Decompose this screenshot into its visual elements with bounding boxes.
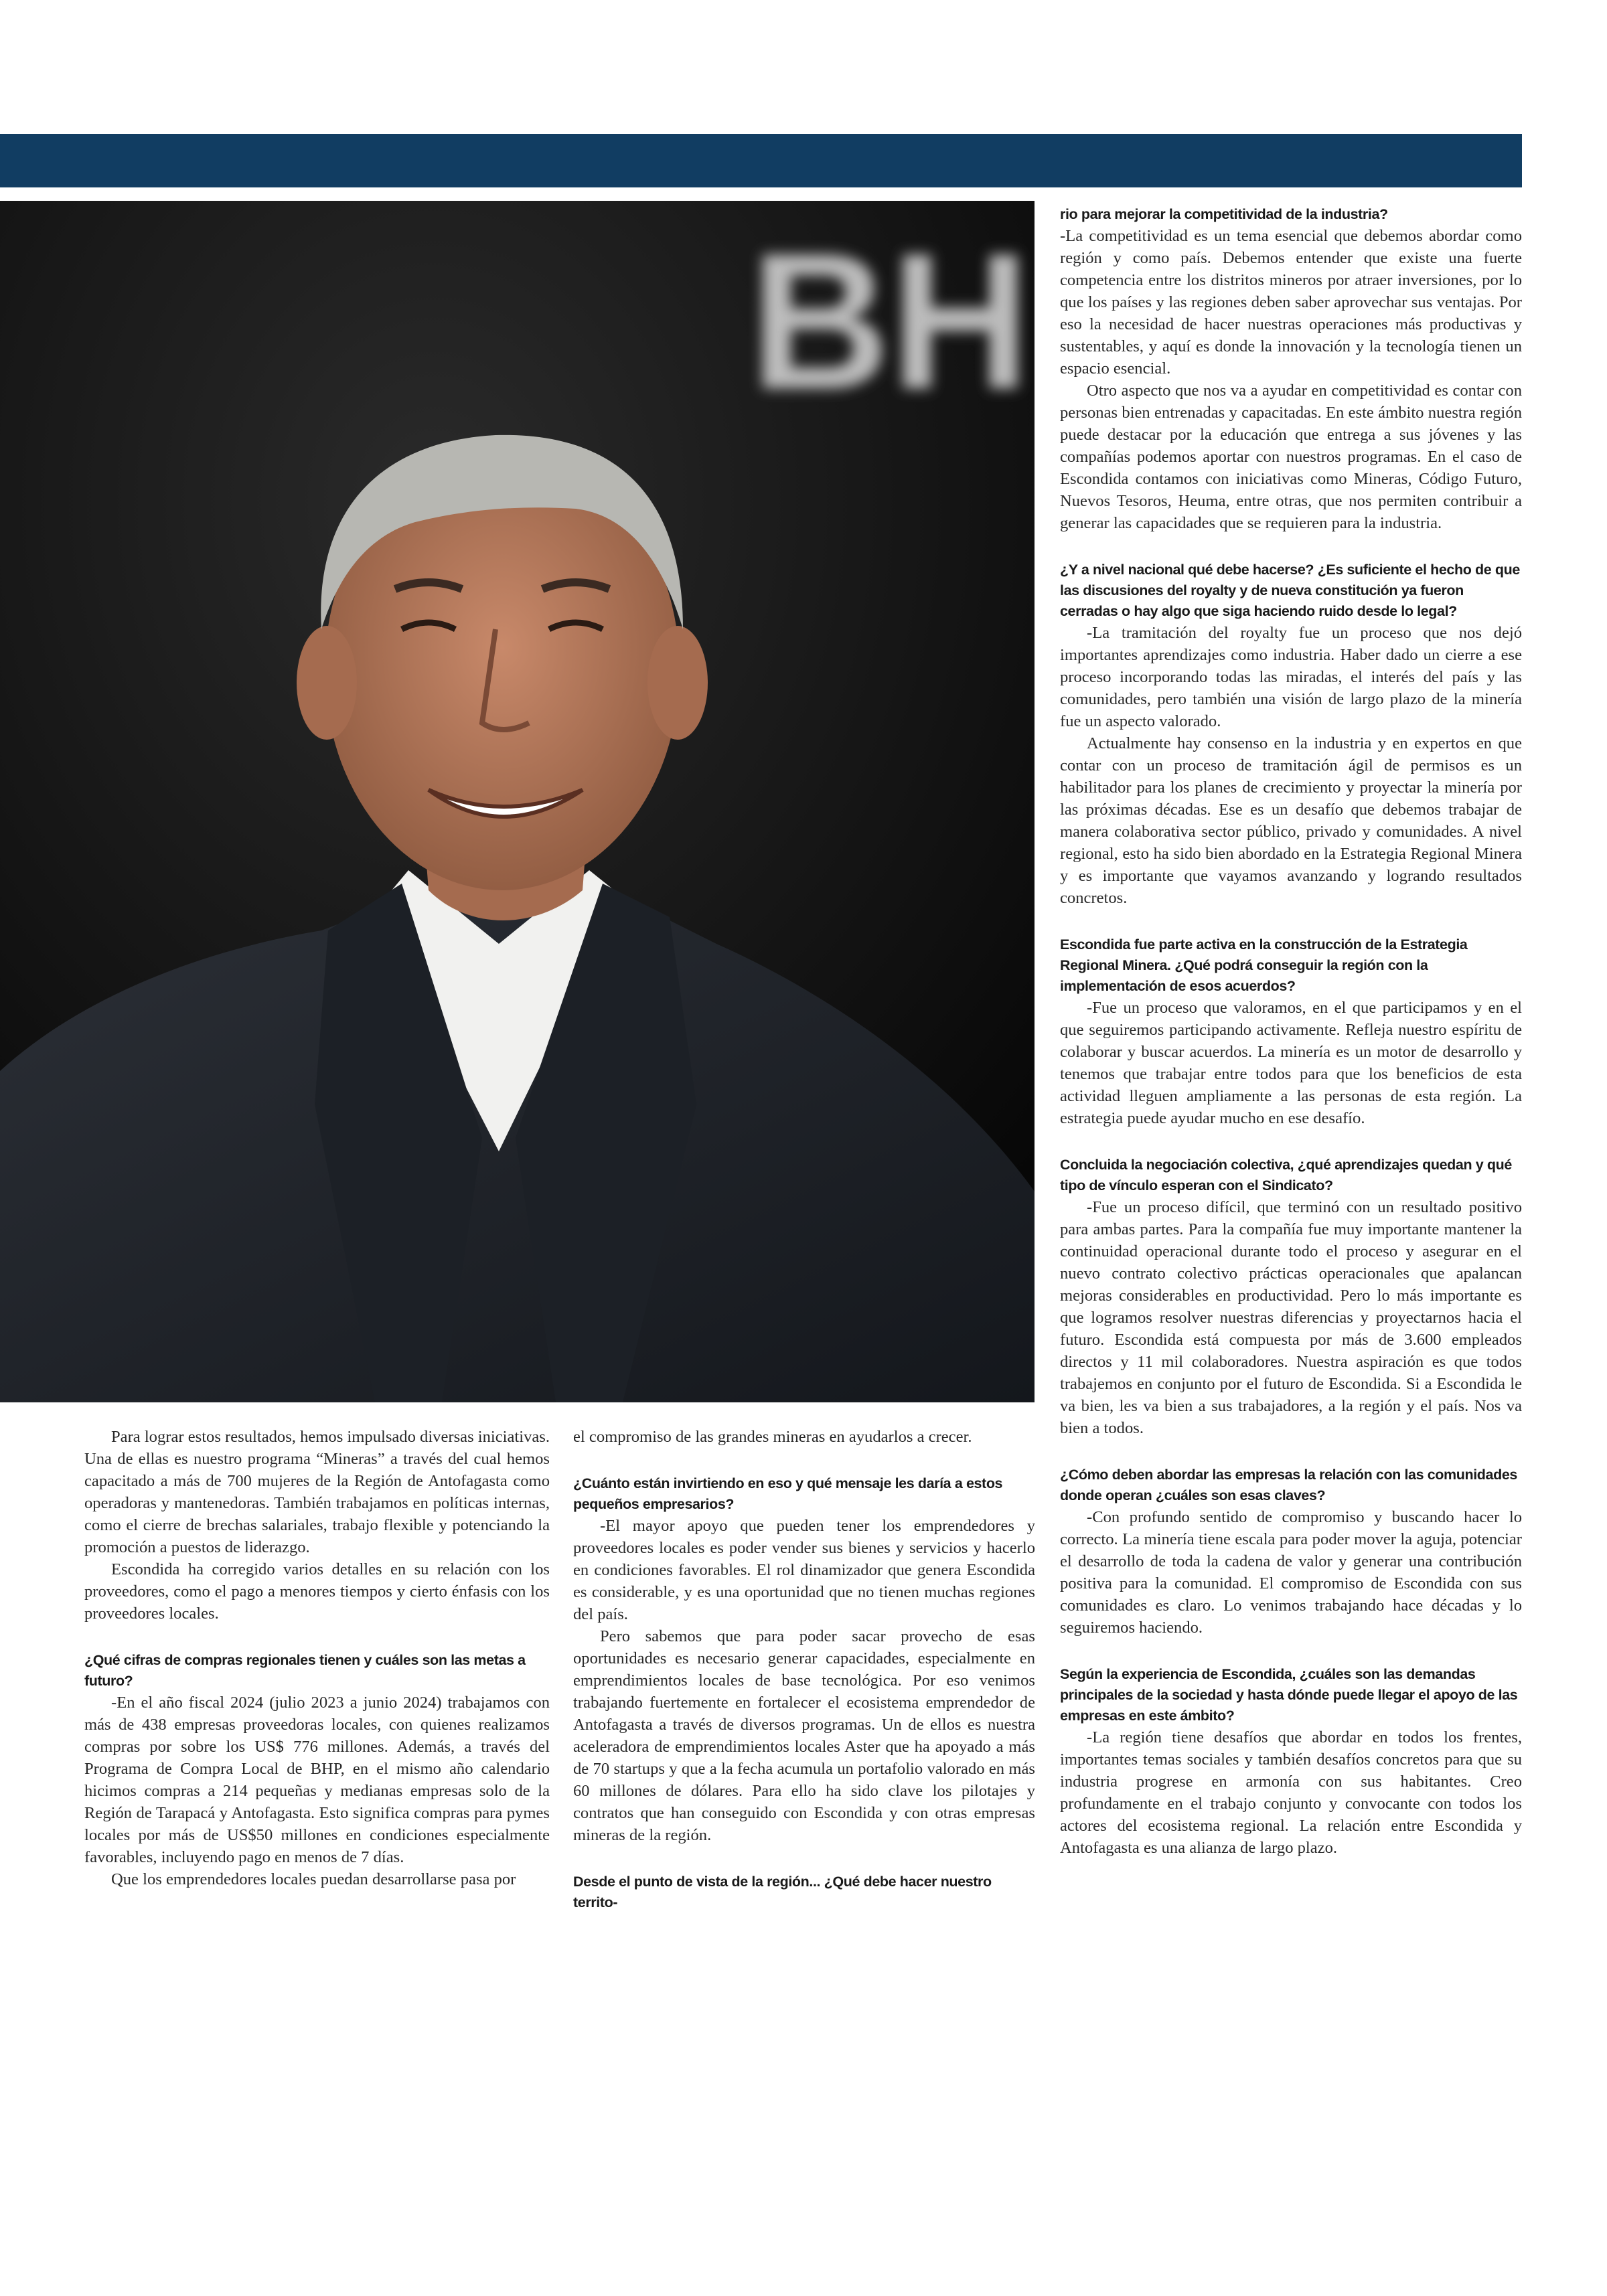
- paragraph-spacer: [1060, 534, 1522, 560]
- answer-paragraph: -La región tiene desafíos que abordar en todos los frentes, importantes temas sociales y también desafíos concretos para que su industria progrese en armonía con sus habitantes. Creo profundamente en el trabajo conjunto y convocante con todos los actores del ecosistema regional. La relación entre Escondida y Antofagasta es una alianza de largo plazo.: [1060, 1728, 1522, 1857]
- answer-paragraph: -Con profundo sentido de compromiso y buscando hacer lo correcto. La minería tiene escala para poder mover la aguja, potenciar el desarrollo de toda la cadena de valor y generar una contribución positiva para la comunidad. El compromiso de Escondida con sus comunidades es claro. Lo venimos trabajando hace décadas y lo seguiremos haciendo.: [1060, 1508, 1522, 1637]
- answer-paragraph: Pero sabemos que para poder sacar provecho de esas oportunidades es necesario generar capacidades, especialmente en emprendimientos locales de base tecnológica. Por eso venimos trabajando fuertemente en fortalecer el ecosistema emprendedor de Antofagasta a través de diversos programas. Un de ellos es nuestra aceleradora de emprendimientos locales Aster que ha apoyado a más de 70 startups y que a la fecha acumula un portafolio valorado en más 60 millones de dólares. Para ello ha sido clave los pilotajes y contratos que han conseguido con Escondida y con otras empresas mineras de la región.: [573, 1627, 1035, 1844]
- paragraph-spacer: [1060, 1439, 1522, 1465]
- answer-paragraph: -Fue un proceso difícil, que terminó con un resultado positivo para ambas partes. Para la compañía fue muy importante mantener la continuidad operacional durante todo el proceso y asegurar en el nuevo contrato colectivo prácticas operacionales que apalancan mejoras considerables en productividad. Pero lo más importante es que logramos resolver nuestras diferencias y proyectarnos hacia el futuro. Escondida está compuesta por más de 3.600 empleados directos y 11 mil colaboradores. Nuestra aspiración es que todos trabajemos en conjunto por el futuro de Escondida. Si a Escondida le va bien, les va bien a sus trabajadores, a la región y el país. Nos va bien a todos.: [1060, 1198, 1522, 1437]
- answer-paragraph: Otro aspecto que nos va a ayudar en competitividad es contar con personas bien entrenadas y capacitadas. En este ámbito nuestra región puede destacar por la educación que entrega a sus jóvenes y las compañías podemos aportar con nuestros programas. En el caso de Escondida contamos con iniciativas como Mineras, Código Futuro, Nuevos Tesoros, Heuma, entre otras, que nos permiten contribuir a generar las capacidades que se requieren para la industria.: [1060, 382, 1522, 532]
- interview-question: Escondida fue parte activa en la construcción de la Estrategia Regional Minera. ¿Qué podrá conseguir la región con la implementación de esos acuerdos?: [1060, 936, 1468, 994]
- answer-paragraph: Para lograr estos resultados, hemos impulsado diversas iniciativas. Una de ellas es nuestro programa “Mineras” a través del cual hemos capacitado a más de 700 mujeres de la Región de Antofagasta como operadoras y mantenedoras. También trabajamos en políticas internas, como el cierre de brechas salariales, trabajo flexible y potenciando la promoción a puestos de liderazgo.: [84, 1428, 550, 1556]
- interview-question: ¿Cuánto están invirtiendo en eso y qué mensaje les daría a estos pequeños empresarios?: [573, 1475, 1003, 1512]
- paragraph-spacer: [1060, 1129, 1522, 1155]
- article-column-right: [1060, 204, 1522, 1859]
- answer-paragraph: -La competitividad es un tema esencial que debemos abordar como región y como país. Debemos entender que existe una fuerte competencia entre los distritos mineros por atraer inversiones, por lo que los países y las regiones deben saber aprovechar sus ventajas. Por eso la necesidad de hacer nuestras operaciones más productivas y sustentables, y aquí es donde la innovación y la tecnología tienen un espacio esencial.: [1060, 227, 1522, 378]
- answer-paragraph: Actualmente hay consenso en la industria y en expertos en que contar con un proceso de tramitación ágil de permisos es un habilitador para los planes de crecimiento y proyectar la minería por las próximas décadas. Ese es un desafío que debemos trabajar de manera colaborativa sector público, privado y comunidades. A nivel regional, esto ha sido bien abordado en la Estrategia Regional Minera y es importante que vayamos avanzando y logrando resultados concretos.: [1060, 734, 1522, 907]
- answer-paragraph: -El mayor apoyo que pueden tener los emprendedores y proveedores locales es poder vender sus bienes y servicios y hacerlo en condiciones favorables. El rol dinamizador que genera Escondida es considerable, y es una oportunidad que no tienen muchas regiones del país.: [573, 1517, 1035, 1623]
- interview-question: Concluida la negociación colectiva, ¿qué aprendizajes quedan y qué tipo de vínculo esperan con el Sindicato?: [1060, 1157, 1512, 1194]
- answer-paragraph: -En el año fiscal 2024 (julio 2023 a junio 2024) trabajamos con más de 438 empresas proveedoras locales, con quienes realizamos compras por sobre los US$ 776 millones. Además, a través del Programa de Compra Local de BHP, en el mismo año calendario hicimos compras a 214 pequeñas y medianas empresas solo de la Región de Tarapacá y Antofagasta. Esto significa compras para pymes locales por más de US$50 millones en condiciones especialmente favorables, incluyendo pago en menos de 7 días.: [84, 1694, 550, 1866]
- interview-question: ¿Qué cifras de compras regionales tienen y cuáles son las metas a futuro?: [84, 1652, 526, 1689]
- portrait-photo: [0, 201, 1035, 1402]
- paragraph-spacer: [1060, 1639, 1522, 1664]
- paragraph-spacer: [84, 1625, 550, 1650]
- answer-paragraph: Escondida ha corregido varios detalles en su relación con los proveedores, como el pago a menores tiempos y cierto énfasis con los proveedores locales.: [84, 1560, 550, 1623]
- answer-paragraph: el compromiso de las grandes mineras en ayudarlos a crecer.: [573, 1428, 972, 1446]
- paragraph-spacer: [573, 1846, 1035, 1872]
- article-column-left: [84, 1426, 550, 1890]
- interview-question: Según la experiencia de Escondida, ¿cuáles son las demandas principales de la sociedad y hasta dónde puede llegar el apoyo de las empresas en este ámbito?: [1060, 1666, 1518, 1724]
- portrait-illustration: [0, 201, 1035, 1402]
- background-logo: BH: [750, 213, 1030, 430]
- interview-question: Desde el punto de vista de la región... ¿Qué debe hacer nuestro territo-: [573, 1874, 992, 1910]
- paragraph-spacer: [1060, 909, 1522, 934]
- interview-question: rio para mejorar la competitividad de la industria?: [1060, 206, 1388, 222]
- interview-question: ¿Y a nivel nacional qué debe hacerse? ¿Es suficiente el hecho de que las discusiones del royalty y de nueva constitución ya fueron cerradas o hay algo que siga haciendo ruido desde lo legal?: [1060, 562, 1520, 619]
- article-column-middle: [573, 1426, 1035, 1913]
- paragraph-spacer: [573, 1448, 1035, 1473]
- interview-question: ¿Cómo deben abordar las empresas la relación con las comunidades donde operan ¿cuáles son esas claves?: [1060, 1467, 1517, 1503]
- header-bar: [0, 134, 1522, 187]
- answer-paragraph: -Fue un proceso que valoramos, en el que participamos y en el que seguiremos participando activamente. Refleja nuestro espíritu de colaborar y buscar acuerdos. La minería es un motor de desarrollo y tenemos que trabajar entre todos para que los beneficios de esta actividad lleguen ampliamente a las personas de esta región. La estrategia puede ayudar mucho en ese desafío.: [1060, 999, 1522, 1127]
- answer-paragraph: -La tramitación del royalty fue un proceso que nos dejó importantes aprendizajes como industria. Haber dado un cierre a ese proceso incorporando todas las miradas, el interés del país y las comunidades, pero también una visión de largo plazo de la minería fue un aspecto valorado.: [1060, 624, 1522, 730]
- answer-paragraph: Que los emprendedores locales puedan desarrollarse pasa por: [111, 1870, 516, 1888]
